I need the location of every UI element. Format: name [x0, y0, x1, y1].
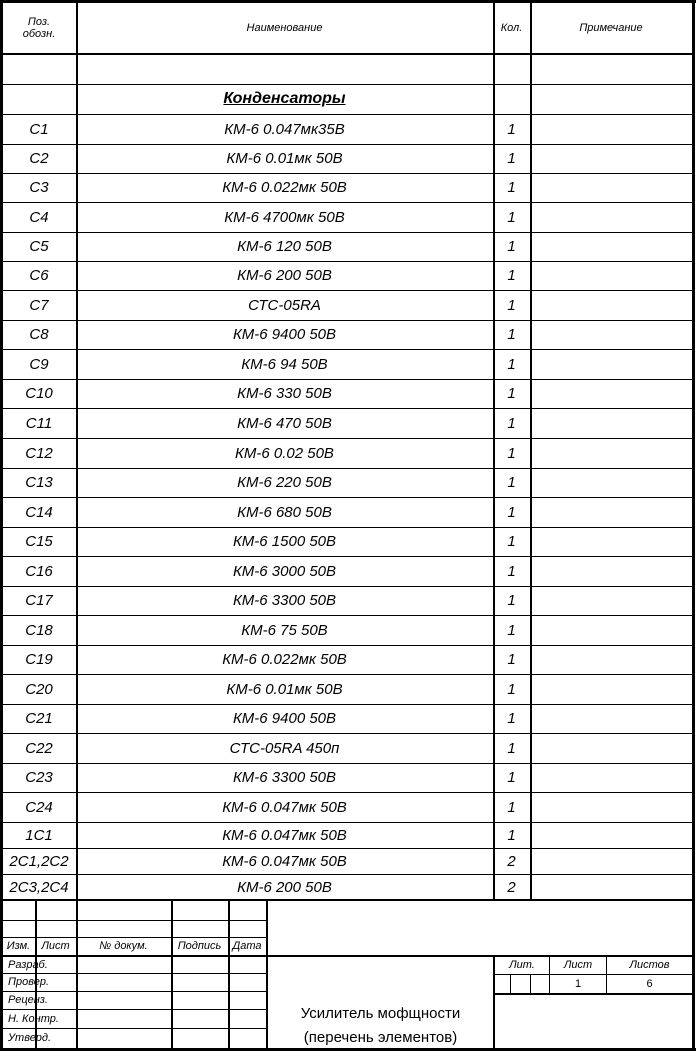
row-pos: C24	[25, 798, 53, 816]
row-pos: C15	[25, 533, 53, 550]
label-date: Дата	[232, 940, 262, 952]
row-qty: 1	[507, 267, 516, 284]
sheets-count: 6	[646, 978, 653, 990]
row-name: КМ-6 94 50В	[241, 355, 328, 373]
row-qty: 2	[507, 878, 516, 896]
label-lit: Лит.	[509, 959, 535, 971]
row-qty: 1	[507, 651, 516, 668]
row-pos: C5	[29, 238, 49, 255]
role-label: Утверд.	[8, 1032, 52, 1044]
row-name: КМ-6 9400 50В	[232, 710, 337, 727]
document-title: Усилитель мофщности (перечень элементов)	[300, 1005, 461, 1046]
titleblock-divider	[76, 900, 78, 1048]
label-sheets: Листов	[629, 959, 670, 971]
row-qty: 1	[507, 621, 516, 639]
row-pos: C1	[29, 120, 49, 138]
label-sheet: Лист	[563, 959, 593, 971]
row-name: КМ-6 0.022мк 50В	[222, 651, 347, 668]
row-qty: 1	[507, 326, 516, 343]
row-name: КМ-6 0.01мк 50В	[226, 680, 343, 698]
row-pos: C18	[25, 621, 53, 639]
row-name: КМ-6 680 50В	[237, 503, 332, 521]
row-pos: C10	[25, 385, 53, 402]
row-pos: C4	[29, 208, 49, 226]
header-name: Наименование	[246, 21, 323, 34]
header-divider	[2, 53, 694, 55]
row-name: КМ-6 3300 50В	[232, 769, 337, 786]
row-qty: 1	[507, 710, 516, 727]
row-pos: C11	[25, 414, 53, 432]
row-qty: 1	[507, 355, 516, 373]
row-pos: C9	[29, 355, 49, 373]
row-name: КМ-6 120 50В	[237, 238, 332, 255]
row-qty: 1	[507, 444, 516, 462]
row-pos: C23	[25, 769, 53, 786]
row-pos: C20	[25, 680, 53, 698]
row-qty: 1	[507, 533, 516, 550]
sheet-number: 1	[574, 978, 582, 990]
row-qty: 1	[507, 562, 516, 580]
row-name: КМ-6 3000 50В	[232, 562, 337, 580]
row-qty: 1	[507, 474, 516, 491]
row-pos: C13	[25, 474, 53, 491]
row-pos: C6	[29, 267, 49, 284]
role-label: Н. Контр.	[8, 1012, 59, 1025]
label-sign: Подпись	[177, 940, 222, 952]
row-pos: C8	[29, 326, 49, 343]
titleblock-divider	[171, 900, 173, 1048]
row-qty: 1	[507, 769, 516, 786]
row-name: КМ-6 220 50В	[237, 474, 332, 491]
row-qty: 1	[507, 414, 516, 432]
row-name: КМ-6 200 50В	[237, 878, 332, 896]
row-pos: C12	[25, 444, 53, 462]
titleblock-row	[493, 993, 692, 995]
label-doc: № докум.	[99, 940, 148, 952]
frame-right	[692, 0, 695, 1051]
row-qty: 1	[507, 179, 516, 196]
row-pos: C2	[29, 150, 49, 167]
label-list: Лист	[41, 940, 70, 952]
label-izm: Изм.	[6, 940, 31, 952]
row-name: КМ-6 0.047мк 50В	[222, 852, 347, 870]
row-pos: C17	[25, 592, 53, 609]
row-qty: 1	[507, 739, 516, 757]
row-qty: 1	[507, 798, 516, 816]
row-qty: 1	[507, 385, 516, 402]
row-qty: 1	[507, 120, 516, 138]
row-qty: 1	[507, 296, 516, 314]
row-pos: C21	[25, 710, 53, 727]
row-pos: C19	[25, 651, 53, 668]
row-pos: C7	[29, 296, 49, 314]
titleblock-divider	[530, 974, 531, 994]
titleblock-divider	[228, 900, 230, 1048]
row-name: СТС-05RA 450п	[229, 739, 340, 757]
row-name: КМ-6 470 50В	[237, 414, 332, 432]
row-pos: C14	[25, 503, 53, 521]
section-title: Конденсаторы	[223, 90, 346, 107]
row-pos: 2C3,2C4	[9, 878, 69, 896]
row-pos: C22	[25, 739, 53, 757]
row-pos: 2C1,2C2	[9, 852, 69, 870]
role-label: Разраб.	[8, 958, 48, 971]
row-qty: 1	[507, 503, 516, 521]
row-name: КМ-6 0.01мк 50В	[226, 150, 343, 167]
row-name: КМ-6 330 50В	[237, 385, 332, 402]
row-pos: C3	[29, 179, 49, 196]
row-name: КМ-6 1500 50В	[232, 533, 337, 550]
row-name: КМ-6 3300 50В	[232, 592, 337, 609]
column-divider	[530, 2, 532, 900]
role-label: Провер.	[8, 976, 49, 988]
row-name: КМ-6 200 50В	[237, 267, 332, 284]
row-qty: 1	[507, 680, 516, 698]
titleblock-divider	[510, 974, 511, 994]
row-qty: 1	[507, 592, 516, 609]
titleblock-row	[2, 920, 266, 921]
row-qty: 2	[507, 852, 516, 870]
row-qty: 1	[507, 238, 516, 255]
header-qty: Кол.	[500, 21, 523, 34]
role-label: Реценз.	[8, 994, 48, 1006]
row-name: КМ-6 0.02 50В	[235, 444, 334, 462]
row-name: КМ-6 75 50В	[241, 621, 328, 639]
row-name: КМ-6 4700мк 50В	[224, 208, 345, 226]
row-qty: 1	[507, 826, 516, 844]
row-name: КМ-6 0.047мк35В	[224, 120, 345, 138]
row-name: КМ-6 9400 50В	[232, 326, 337, 343]
header-pos: Поз. обозн.	[22, 15, 56, 40]
row-pos: 1C1	[25, 826, 53, 844]
row-qty: 1	[507, 150, 516, 167]
row-name: КМ-6 0.047мк 50В	[222, 798, 347, 816]
row-name: КМ-6 0.022мк 50В	[222, 179, 347, 196]
row-name: КМ-6 0.047мк 50В	[222, 826, 347, 844]
row-pos: C16	[25, 562, 53, 580]
row-name: СТС-05RA	[248, 296, 321, 314]
header-note: Примечание	[579, 21, 643, 34]
row-qty: 1	[507, 208, 516, 226]
